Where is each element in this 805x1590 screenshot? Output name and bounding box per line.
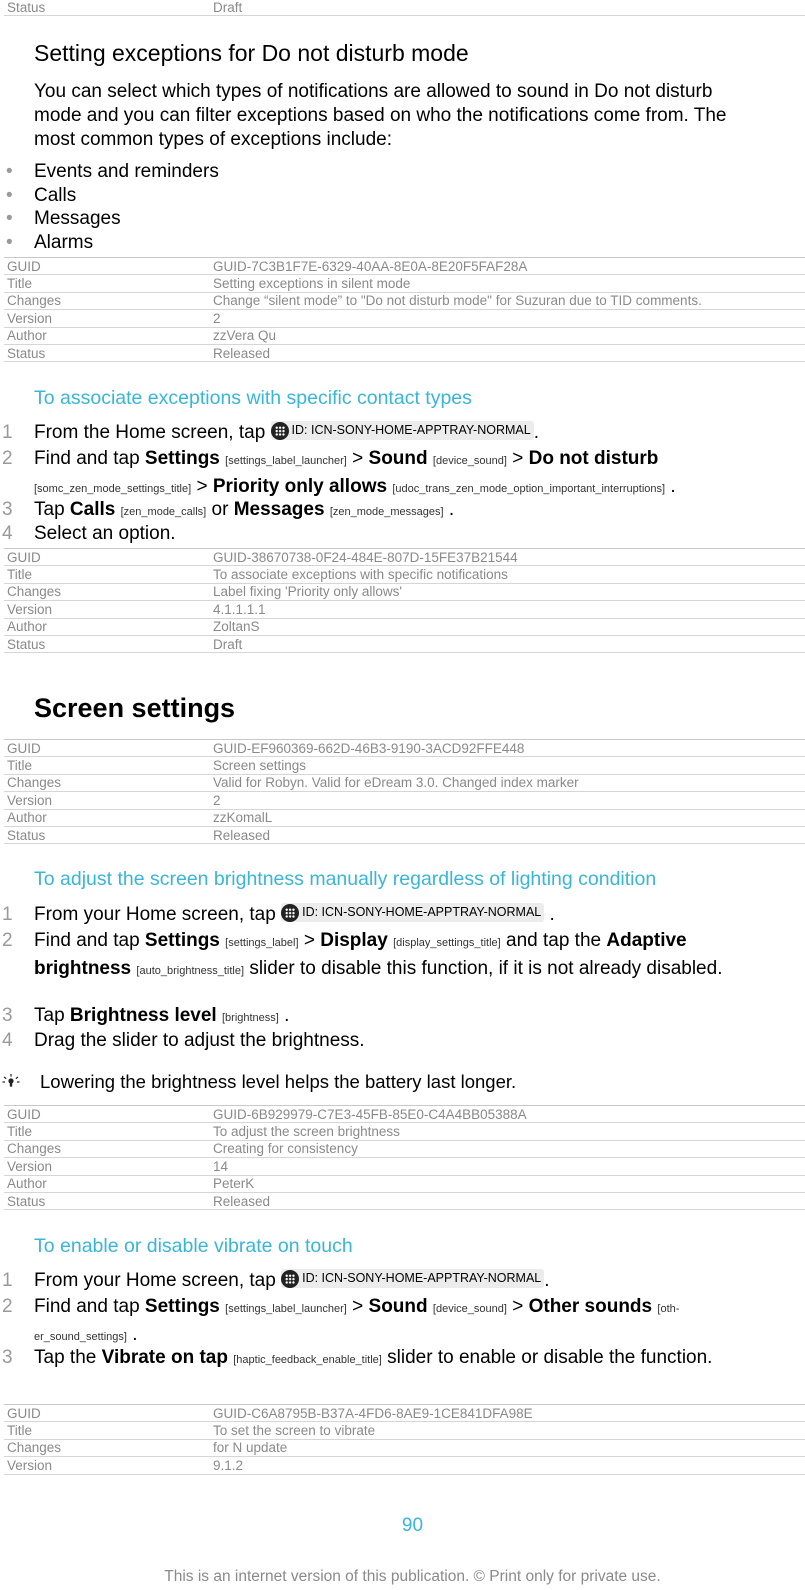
table-row: Changes Valid for Robyn. Valid for eDream 3.0. Changed index marker xyxy=(4,775,805,792)
table-row: Version 2 xyxy=(4,310,805,327)
table-row: Author ZoltanS xyxy=(4,619,805,636)
table-row: Title To associate exceptions with specific notifications xyxy=(4,566,805,583)
app-tray-badge: ID: ICN-SONY-HOME-APPTRAY-NORMAL xyxy=(281,1269,544,1288)
bullet-icon: • xyxy=(6,208,13,229)
step-1: 1 From the Home screen, tap ID: ICN-SONY-HOME-APPTRAY-NORMAL . xyxy=(2,422,539,443)
section-heading-dnd-exceptions: Setting exceptions for Do not disturb mode xyxy=(34,40,469,66)
table-row: Status Draft xyxy=(4,636,805,653)
step-2: 2 Find and tap Settings [settings_label_launcher] > Sound [device_sound] > Other sounds [oth-er_sound_settings] . xyxy=(2,1296,680,1345)
exception-types-list xyxy=(0,160,219,254)
table-row: Changes Change “silent mode” to "Do not disturb mode" for Suzuran due to TID comments. xyxy=(4,293,805,310)
table-row: Status Released xyxy=(4,827,805,844)
table-row: GUID GUID-EF960369-662D-46B3-9190-3ACD92FFE448 xyxy=(4,740,805,757)
meta-value: Draft xyxy=(213,0,243,15)
ui-term: Sound xyxy=(368,1296,428,1317)
table-row: Title Setting exceptions in silent mode xyxy=(4,275,805,292)
table-row: Changes Creating for consistency xyxy=(4,1141,805,1158)
footer-note: This is an internet version of this publication. © Print only for private use. xyxy=(164,1568,661,1585)
page-number: 90 xyxy=(401,1515,424,1536)
bullet-icon: • xyxy=(6,184,13,206)
table-row: GUID GUID-C6A8795B-B37A-4FD6-8AE9-1CE841DFA98E xyxy=(4,1405,805,1422)
ui-term: Vibrate on tap xyxy=(101,1347,228,1368)
table-row: Status Released xyxy=(4,345,805,362)
apps-icon xyxy=(281,904,299,922)
procedure-title-brightness: To adjust the screen brightness manually regardless of lighting condition xyxy=(34,868,657,890)
ui-term: Settings xyxy=(144,448,220,469)
list-item: • Calls xyxy=(0,184,219,208)
metadata-table-1 xyxy=(4,257,805,362)
meta-key: Status xyxy=(7,0,46,15)
metadata-table-3 xyxy=(4,739,805,844)
table-row: GUID GUID-6B929979-C7E3-45FB-85E0-C4A4BB05388A xyxy=(4,1106,805,1123)
metadata-fragment-row xyxy=(4,0,805,16)
step-3: 3 Tap the Vibrate on tap [haptic_feedback_enable_title] slider to enable or disable the function. xyxy=(2,1347,713,1368)
table-row: Status Released xyxy=(4,1193,805,1210)
step-4: 4 Select an option. xyxy=(2,523,176,544)
list-item: • Events and reminders xyxy=(0,160,219,184)
ui-term: Other sounds xyxy=(528,1296,653,1317)
ui-term: Adaptive brightness xyxy=(34,930,687,979)
lightbulb-icon xyxy=(2,1074,20,1088)
table-row: Version 9.1.2 xyxy=(4,1457,805,1474)
ui-term: Do not disturb xyxy=(528,448,659,469)
apps-icon xyxy=(281,1270,299,1288)
list-item: • Alarms xyxy=(0,231,219,255)
table-row: Author zzKomalL xyxy=(4,810,805,827)
step-4: 4 Drag the slider to adjust the brightness. xyxy=(2,1030,365,1051)
metadata-table-4 xyxy=(4,1105,805,1210)
intro-line-2: mode and you can filter exceptions based on who the notifications come from. The xyxy=(34,105,727,126)
intro-line-1: You can select which types of notifications are allowed to sound in Do not disturb xyxy=(34,81,713,102)
table-row: Version 2 xyxy=(4,792,805,809)
list-item: • Messages xyxy=(0,207,219,231)
step-3: 3 Tap Brightness level [brightness] . xyxy=(2,1005,290,1026)
app-tray-badge: ID: ICN-SONY-HOME-APPTRAY-NORMAL xyxy=(281,903,544,922)
table-row: Version 4.1.1.1.1 xyxy=(4,601,805,618)
table-row: Author PeterK xyxy=(4,1176,805,1193)
table-row: Title To set the screen to vibrate xyxy=(4,1422,805,1439)
table-row: GUID GUID-38670738-0F24-484E-807D-15FE37B21544 xyxy=(4,549,805,566)
table-row: Changes Label fixing 'Priority only allows' xyxy=(4,584,805,601)
table-row: Author zzVera Qu xyxy=(4,328,805,345)
ui-term: Settings xyxy=(144,1296,220,1317)
ui-term: Display xyxy=(320,930,388,951)
table-row: GUID GUID-7C3B1F7E-6329-40AA-8E0A-8E20F5FAF28A xyxy=(4,258,805,275)
ui-term: Priority only allows xyxy=(212,476,388,497)
step-2: 2 Find and tap Settings [settings_label] > Display [display_settings_title] and tap the Adaptive brightness [auto_brightness_title] slider to disable this function, if it is not already disabled. xyxy=(2,930,723,979)
tip-text: Lowering the brightness level helps the battery last longer. xyxy=(40,1071,517,1092)
step-1: 1 From your Home screen, tap ID: ICN-SONY-HOME-APPTRAY-NORMAL . xyxy=(2,1270,550,1291)
procedure-title-vibrate: To enable or disable vibrate on touch xyxy=(34,1235,353,1257)
procedure-title-contact-types: To associate exceptions with specific contact types xyxy=(34,387,472,409)
ui-term: Settings xyxy=(144,930,220,951)
bullet-icon: • xyxy=(6,231,13,253)
metadata-table-5 xyxy=(4,1404,805,1475)
metadata-table-2 xyxy=(4,548,805,653)
table-row: Version 14 xyxy=(4,1158,805,1175)
ui-term: Sound xyxy=(368,448,428,469)
section-heading-screen-settings: Screen settings xyxy=(34,693,236,723)
step-1: 1 From your Home screen, tap ID: ICN-SONY-HOME-APPTRAY-NORMAL . xyxy=(2,904,555,925)
table-row: Title Screen settings xyxy=(4,757,805,774)
table-row: Changes for N update xyxy=(4,1440,805,1457)
ui-term: Calls xyxy=(69,499,116,520)
table-row: Title To adjust the screen brightness xyxy=(4,1123,805,1140)
step-2: 2 Find and tap Settings [settings_label_launcher] > Sound [device_sound] > Do not disturb [somc_zen_mode_settings_title] > Priority only allows [udoc_trans_zen_mode_option_important_interruptions] . xyxy=(2,448,676,497)
intro-line-3: most common types of exceptions include: xyxy=(34,129,393,150)
apps-icon xyxy=(271,422,289,440)
step-3: 3 Tap Calls [zen_mode_calls] or Messages [zen_mode_messages] . xyxy=(2,499,455,520)
ui-term: Brightness level xyxy=(69,1005,217,1026)
app-tray-badge: ID: ICN-SONY-HOME-APPTRAY-NORMAL xyxy=(271,421,534,440)
bullet-icon: • xyxy=(6,161,13,182)
ui-term: Messages xyxy=(233,499,325,520)
